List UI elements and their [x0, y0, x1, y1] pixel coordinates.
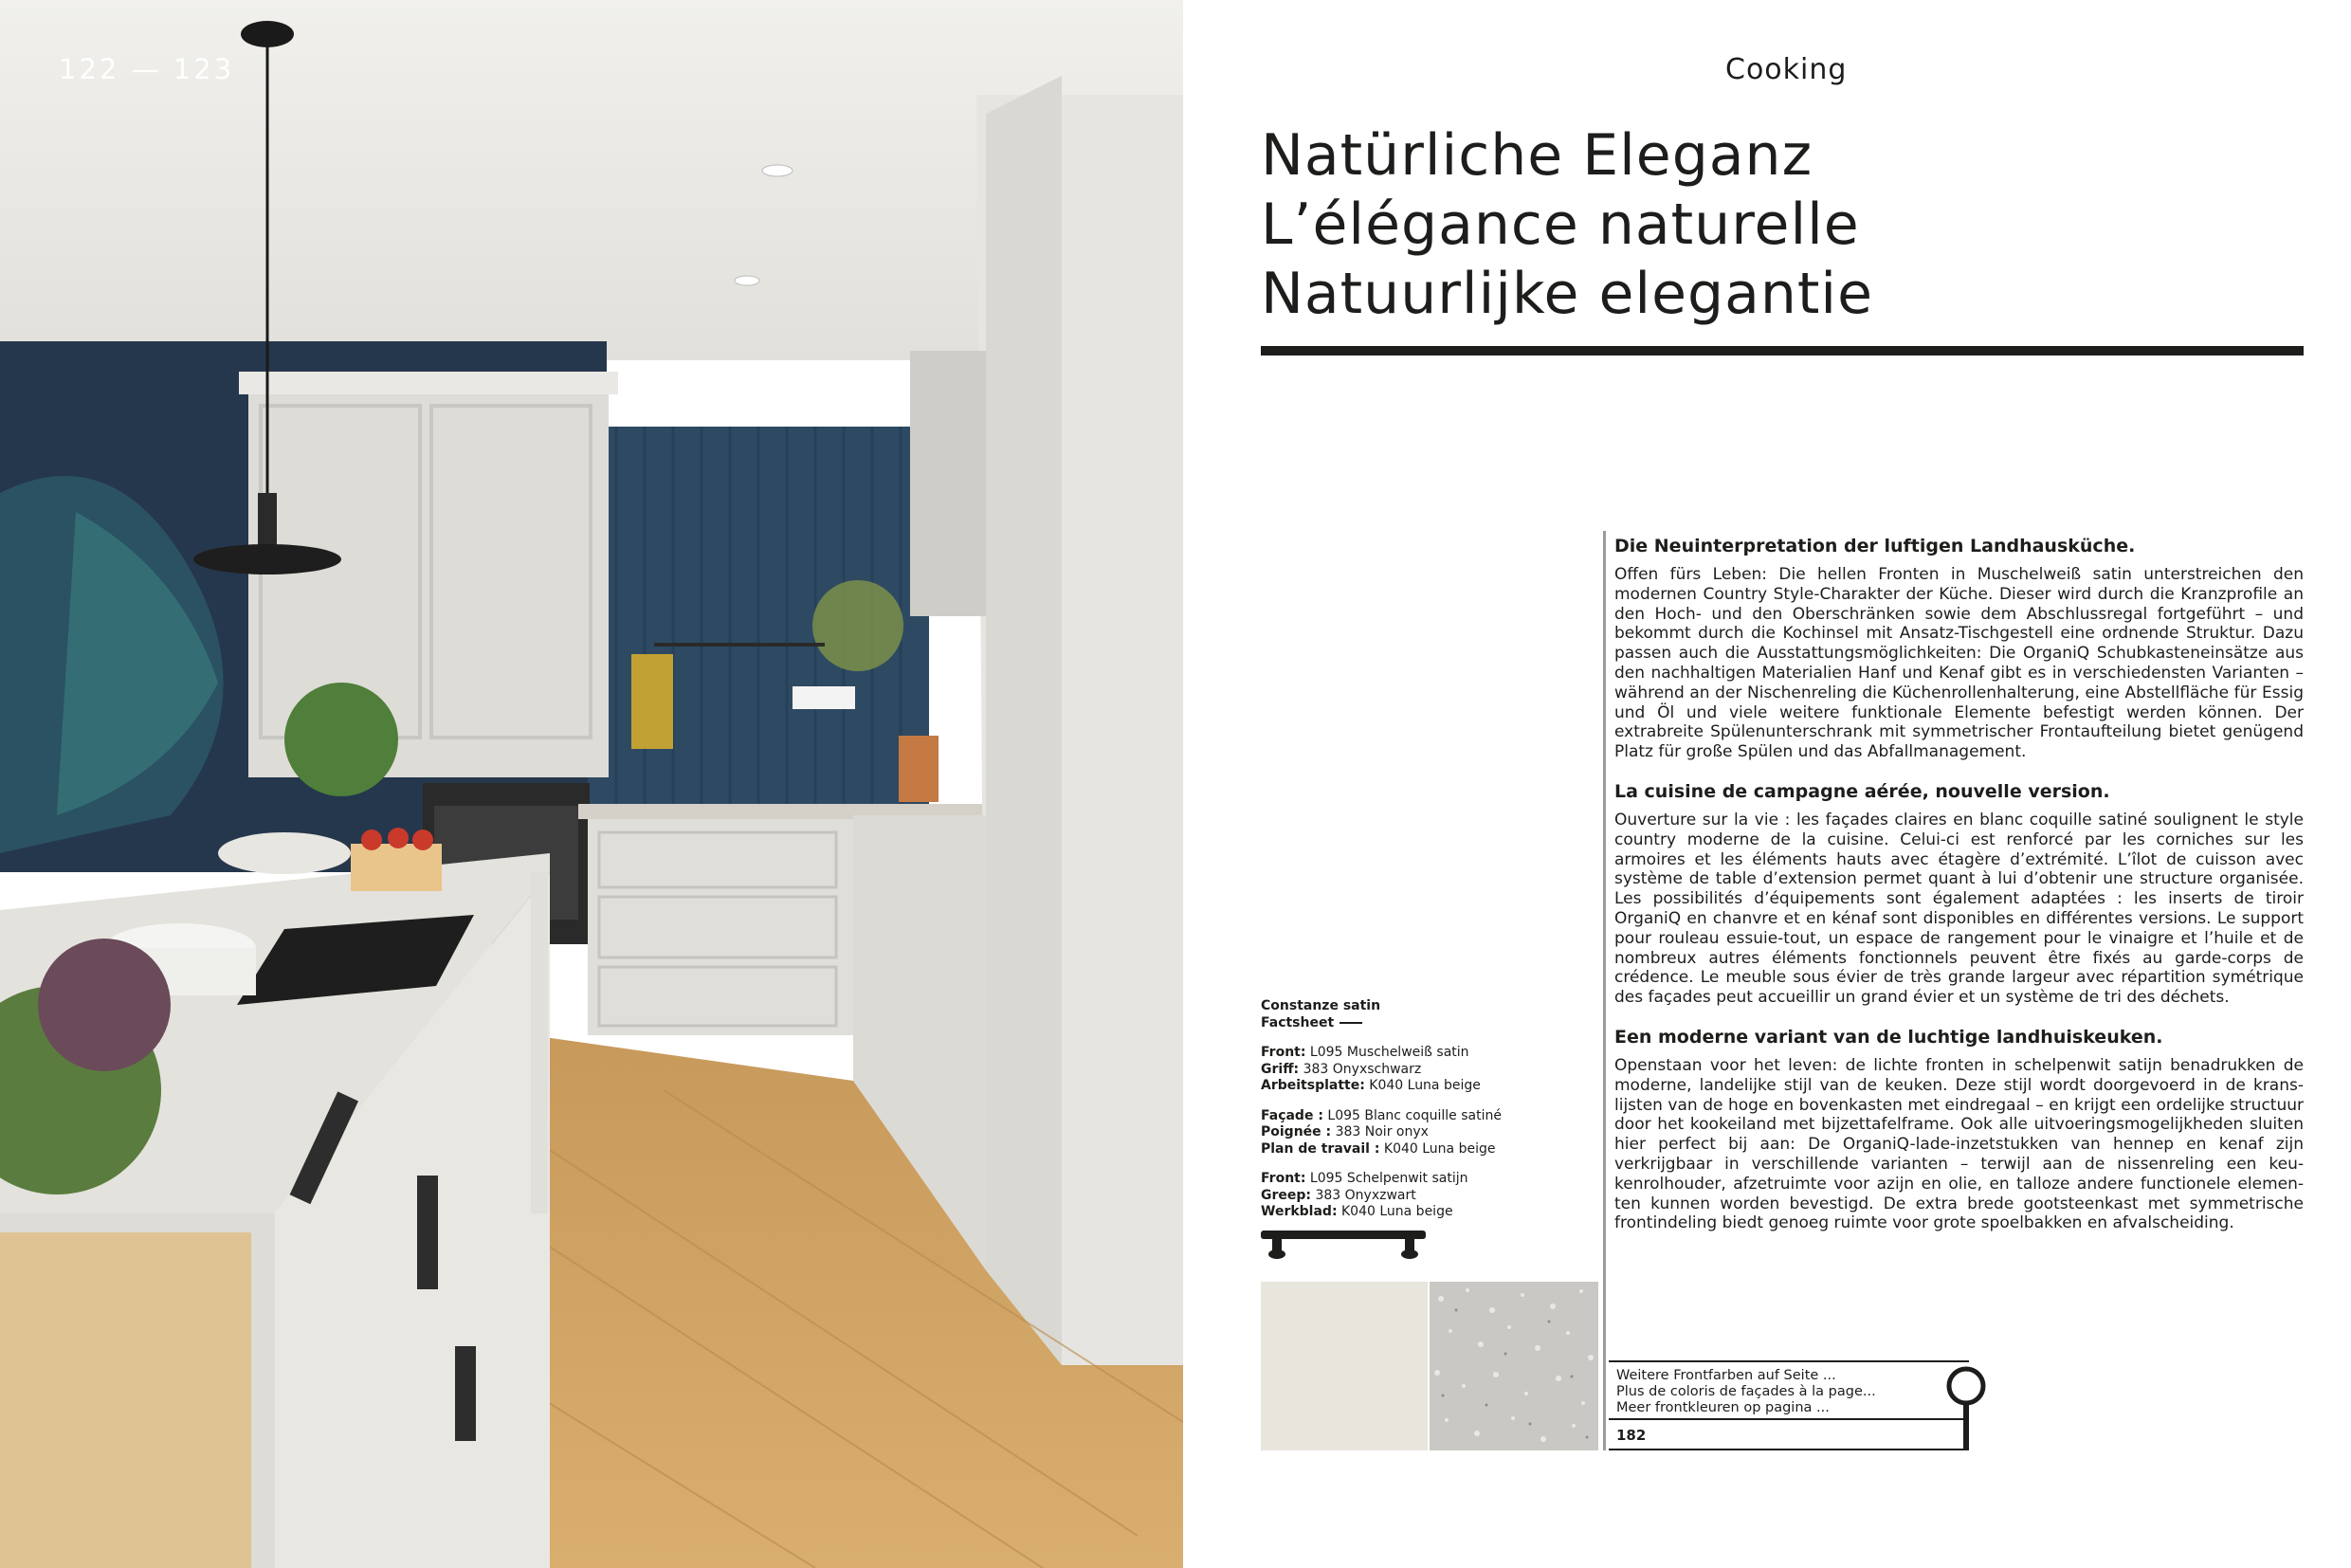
- factsheet-value: K040 Luna beige: [1341, 1204, 1453, 1219]
- factsheet-row: [1261, 1141, 1593, 1158]
- factsheet-group-french: [1261, 1108, 1593, 1158]
- more-colours-rule-top: [1609, 1360, 1969, 1362]
- factsheet-row: [1261, 1171, 1593, 1188]
- more-colours-line-french: Plus de coloris de façades à la page...: [1616, 1384, 1876, 1399]
- magnifier-icon: [1945, 1365, 1987, 1454]
- factsheet-value: L095 Muschelweiß satin: [1309, 1045, 1469, 1060]
- factsheet-value: L095 Blanc coquille satiné: [1327, 1107, 1502, 1123]
- factsheet-key: Front:: [1261, 1045, 1306, 1060]
- factsheet-row: [1261, 1045, 1593, 1062]
- article-heading-dutch: Een moderne variant van de luchtige landhuiskeuken.: [1614, 1026, 2163, 1048]
- worktop-color-swatch: [1430, 1282, 1598, 1450]
- factsheet: [1261, 998, 1593, 1221]
- factsheet-model: Constanze satin: [1261, 998, 1381, 1013]
- factsheet-value: K040 Luna beige: [1383, 1140, 1496, 1157]
- title-dutch: Natuurlijke elegantie: [1261, 261, 1873, 327]
- article-heading-german: Die Neuinterpretation der luftigen Landhausküche.: [1614, 536, 2136, 556]
- factsheet-group-dutch: [1261, 1171, 1593, 1221]
- title-rule: [1261, 346, 2304, 356]
- factsheet-row: [1261, 1188, 1593, 1205]
- factsheet-key: Arbeitsplatte:: [1261, 1078, 1365, 1093]
- column-divider: [1603, 531, 1606, 1450]
- factsheet-key: Plan de travail :: [1261, 1140, 1380, 1157]
- article-body-french: Ouverture sur la vie : les façades claires en blanc coquille satiné soulignent le style country moderne de la cuisine. Celui-ci est renforcé par les corniches sur les armoires et les éléments hauts avec étagère d’extrémité. L’îlot de cuisson avec système de table d’extension permet quant à lui d’obtenir une structure organisée. Les possibilités d’équipements sont également adaptées : les inserts de tiroir OrganiQ en chanvre et en kénaf sont disponibles en différentes versions. Le support pour rouleau essuie-tout, un espace de rangement pour le vinaigre et l’huile et de nombreux autres éléments fonctionnels peuvent être fixés au garde-corps de crédence. Le meuble sous évier de très grande largeur avec répartition symétrique des façades peut accueillir un grand évier et un système de tri des déchets.: [1614, 810, 2304, 1008]
- more-colours-rule-middle: [1609, 1418, 1969, 1420]
- more-colours-text: [1616, 1368, 1876, 1416]
- factsheet-label-row: [1261, 1015, 1593, 1032]
- factsheet-row: [1261, 1062, 1593, 1079]
- article-column: [1614, 535, 2304, 1251]
- more-colours-rule-bottom: [1609, 1449, 1969, 1450]
- factsheet-value: 383 Onyxzwart: [1315, 1187, 1416, 1203]
- handle-sample-icon: [1259, 1229, 1430, 1270]
- factsheet-key: Griff:: [1261, 1061, 1300, 1077]
- article-heading-french: La cuisine de campagne aérée, nouvelle version.: [1614, 780, 2110, 802]
- factsheet-row: [1261, 1124, 1593, 1141]
- factsheet-key: Poignée :: [1261, 1124, 1332, 1140]
- more-colours-page-link[interactable]: 182: [1616, 1427, 1647, 1444]
- section-label: Cooking: [1725, 53, 1848, 86]
- more-colours-box: [1609, 1360, 1969, 1450]
- factsheet-value: L095 Schelpenwit satijn: [1309, 1171, 1468, 1186]
- factsheet-value: 383 Onyxschwarz: [1303, 1061, 1422, 1077]
- article-body-dutch: Openstaan voor het leven: de lichte fronten in schelpenwit satijn benadrukken de moderne, landelijke stijl van de keuken. Deze stijl wordt doorgevoerd in de kranslijsten van de hoge en bovenkasten met eindregaal – en krijgt een ordelijke structuur door het kookeiland met bijzettafelframe. Ook alle uitvoeringsmogelijkheden sluiten hier perfect bij aan: De OrganiQ-lade-inzetstukken van hennep en kenaf zijn verkrijgbaar in verschillende varianten – terwijl aan de nissenreling een keukenrolhouder, afzetruimte voor azijn en olie, en talloze andere functionele elementen kunnen worden bevestigd. De extra brede gootsteenkast met symmetrische frontindeling biedt genoeg ruimte voor grote spoelbakken en afvalscheiding.: [1614, 1055, 2304, 1233]
- page-numbers: 122 — 123: [59, 53, 235, 85]
- factsheet-key: Greep:: [1261, 1187, 1312, 1203]
- factsheet-value: 383 Noir onyx: [1335, 1124, 1429, 1140]
- factsheet-key: Façade :: [1261, 1107, 1323, 1123]
- factsheet-value: K040 Luna beige: [1369, 1078, 1481, 1093]
- more-colours-line-dutch: Meer frontkleuren op pagina ...: [1616, 1400, 1830, 1415]
- article-body-german: Offen fürs Leben: Die hellen Fronten in Muschelweiß satin unterstreichen den modernen Country Style-Charakter der Küche. Dieser wird durch die Kranzprofile an den Hoch- und den Oberschränken sowie dem Abschlussregal fortgeführt – und bekommt durch die Kochinsel mit Ansatz-Tischgestell eine ordnende Struktur. Dazu passen auch die Ausstattungsmöglichkeiten: Die OrganiQ Schubkasteneinsätze aus den nachhaltigen Materialien Hanf und Kenaf gibt es in verschiedensten Varianten – während an der Nischenreling die Küchenrollenhalterung, eine Abstellfläche für Essig und Öl und viele weitere funktionale Elemente befestigt werden können. Der extrabreite Spülenunterschrank mit symmetrischer Frontaufteilung bietet genügend Platz für große Spülen und das Abfallmanagement.: [1614, 565, 2304, 762]
- title-french: L’élégance naturelle: [1261, 191, 1860, 258]
- more-colours-line-german: Weitere Frontfarben auf Seite ...: [1616, 1368, 1836, 1383]
- factsheet-group-german: [1261, 1045, 1593, 1095]
- title-german: Natürliche Eleganz: [1261, 122, 1813, 189]
- factsheet-row: [1261, 1204, 1593, 1221]
- title-block: [1261, 121, 2304, 329]
- factsheet-key: Front:: [1261, 1171, 1306, 1186]
- factsheet-row: [1261, 1108, 1593, 1125]
- factsheet-label: Factsheet: [1261, 1014, 1335, 1030]
- factsheet-key: Werkblad:: [1261, 1204, 1338, 1219]
- front-color-swatch: [1261, 1282, 1428, 1450]
- factsheet-dash: [1340, 1022, 1362, 1024]
- factsheet-row: [1261, 1078, 1593, 1095]
